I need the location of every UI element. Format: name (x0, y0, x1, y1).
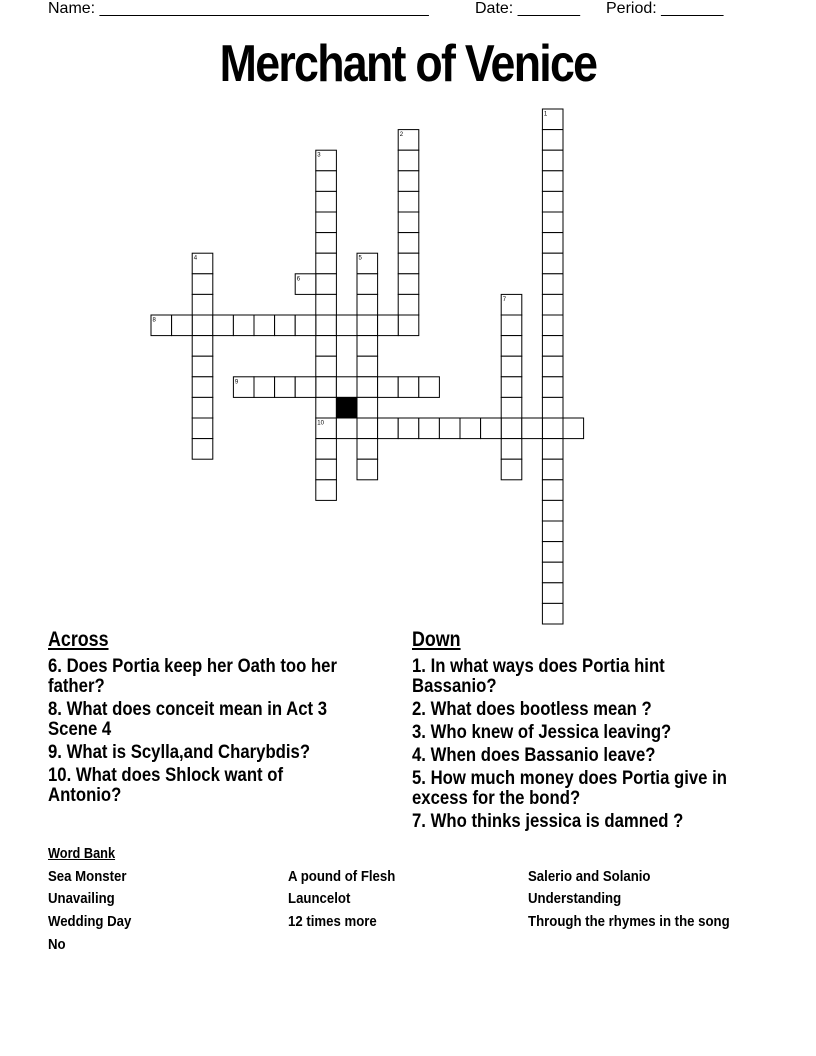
grid-cell[interactable] (398, 212, 419, 233)
grid-cell[interactable] (357, 336, 378, 357)
clue-number-label: 4 (193, 255, 198, 262)
grid-cell[interactable] (357, 459, 378, 480)
grid-cell[interactable] (542, 397, 563, 418)
grid-cell[interactable] (542, 377, 563, 398)
grid-cell[interactable] (542, 459, 563, 480)
grid-cell[interactable] (542, 233, 563, 254)
grid-cell[interactable] (501, 315, 522, 336)
grid-cell[interactable] (357, 377, 378, 398)
grid-cell[interactable] (542, 521, 563, 542)
grid-cell[interactable] (542, 130, 563, 151)
grid-cell[interactable] (357, 294, 378, 315)
word-bank-item: 12 times more (288, 913, 377, 930)
word-bank-item: Unavailing (48, 890, 115, 907)
period-field-label: Period: _______ (606, 0, 724, 17)
down-clue: 2. What does bootless mean ? (412, 699, 652, 720)
grid-cell[interactable] (542, 583, 563, 604)
clue-number-label: 10 (317, 420, 324, 427)
grid-cell[interactable] (295, 315, 316, 336)
grid-cell[interactable] (192, 377, 213, 398)
grid-cell[interactable] (316, 212, 337, 233)
grid-cell[interactable] (542, 562, 563, 583)
word-bank-title: Word Bank (48, 845, 116, 862)
clue-number-label: 9 (234, 379, 239, 386)
grid-cell[interactable] (295, 377, 316, 398)
grid-cell[interactable] (316, 315, 337, 336)
word-bank-item: Through the rhymes in the song (528, 913, 730, 930)
grid-cell[interactable] (398, 294, 419, 315)
grid-cell[interactable] (316, 253, 337, 274)
across-clue: 10. What does Shlock want of Antonio? (48, 765, 284, 806)
grid-cell[interactable] (439, 418, 460, 439)
grid-cell[interactable] (398, 418, 419, 439)
clue-number-label: 8 (152, 317, 156, 324)
grid-cell[interactable] (192, 356, 213, 377)
grid-cell[interactable] (542, 315, 563, 336)
grid-cell[interactable] (522, 418, 543, 439)
grid-cell[interactable] (254, 315, 275, 336)
grid-cell[interactable] (192, 315, 213, 336)
grid-cell[interactable] (542, 274, 563, 295)
grid-cell[interactable] (419, 377, 440, 398)
grid-cell[interactable] (357, 356, 378, 377)
grid-cell[interactable] (254, 377, 275, 398)
grid-cell[interactable] (501, 377, 522, 398)
date-field-label: Date: _______ (475, 0, 580, 17)
word-bank-item: Wedding Day (48, 913, 132, 930)
down-clue-list (412, 657, 792, 835)
grid-cell[interactable] (316, 336, 337, 357)
across-heading: Across (48, 628, 109, 651)
grid-cell[interactable] (357, 418, 378, 439)
clue-number-label: 3 (317, 152, 321, 159)
grid-cell[interactable] (336, 377, 357, 398)
grid-cell[interactable] (378, 315, 399, 336)
grid-cell[interactable] (542, 542, 563, 563)
grid-cell[interactable] (192, 439, 213, 460)
grid-cell[interactable] (542, 171, 563, 192)
grid-cell[interactable] (192, 397, 213, 418)
grid-cell[interactable] (542, 356, 563, 377)
grid-cell[interactable] (542, 212, 563, 233)
grid-cell[interactable] (316, 459, 337, 480)
grid-cell[interactable] (542, 150, 563, 171)
puzzle-title: Merchant of Venice (219, 35, 597, 93)
grid-cell[interactable] (316, 439, 337, 460)
grid-cell[interactable] (192, 418, 213, 439)
grid-cell[interactable] (501, 336, 522, 357)
grid-cell[interactable] (542, 418, 563, 439)
grid-cell[interactable] (542, 336, 563, 357)
down-clue: 1. In what ways does Portia hint Bassanio? (412, 656, 665, 697)
across-clue: 8. What does conceit mean in Act 3 Scene 4 (48, 699, 328, 740)
across-clue: 9. What is Scylla,and Charybdis? (48, 742, 311, 763)
grid-cell[interactable] (192, 336, 213, 357)
clue-number-label: 5 (358, 255, 362, 262)
grid-cell[interactable] (357, 274, 378, 295)
grid-cell[interactable] (316, 274, 337, 295)
grid-cell[interactable] (233, 315, 254, 336)
grid-cell[interactable] (501, 397, 522, 418)
grid-cell[interactable] (357, 315, 378, 336)
down-heading: Down (412, 628, 461, 651)
word-bank-item: Salerio and Solanio (528, 868, 651, 885)
across-clue: 6. Does Portia keep her Oath too her father? (48, 656, 337, 697)
down-clue: 7. Who thinks jessica is damned ? (412, 811, 684, 832)
grid-cell[interactable] (501, 439, 522, 460)
grid-cell[interactable] (419, 418, 440, 439)
blocked-cell (336, 397, 357, 418)
grid-cell[interactable] (542, 253, 563, 274)
grid-cell[interactable] (316, 480, 337, 501)
grid-cell[interactable] (542, 603, 563, 624)
grid-cell[interactable] (501, 418, 522, 439)
grid-cell[interactable] (275, 377, 296, 398)
grid-cell[interactable] (357, 397, 378, 418)
grid-cell[interactable] (460, 418, 481, 439)
grid-cell[interactable] (542, 191, 563, 212)
grid-cell[interactable] (192, 294, 213, 315)
grid-cell[interactable] (316, 377, 337, 398)
word-bank-item: Understanding (528, 890, 622, 907)
clue-number-label: 1 (543, 111, 548, 118)
grid-cell[interactable] (316, 356, 337, 377)
word-bank-item: No (48, 936, 66, 953)
grid-cell[interactable] (398, 233, 419, 254)
grid-cell[interactable] (357, 439, 378, 460)
grid-cell[interactable] (336, 315, 357, 336)
grid-cell[interactable] (542, 500, 563, 521)
grid-cell[interactable] (563, 418, 584, 439)
grid-cell[interactable] (316, 191, 337, 212)
grid-cell[interactable] (542, 294, 563, 315)
grid-cell[interactable] (378, 377, 399, 398)
grid-cell[interactable] (316, 171, 337, 192)
grid-cell[interactable] (275, 315, 296, 336)
grid-cell[interactable] (316, 294, 337, 315)
name-field-label: Name: _____________________________________ (48, 0, 429, 17)
grid-cell[interactable] (192, 274, 213, 295)
grid-cell[interactable] (172, 315, 193, 336)
grid-cell[interactable] (398, 171, 419, 192)
grid-cell[interactable] (501, 356, 522, 377)
grid-cell[interactable] (316, 397, 337, 418)
grid-cell[interactable] (398, 315, 419, 336)
down-clue: 5. How much money does Portia give in excess for the bond? (412, 768, 727, 809)
clue-number-label: 2 (399, 132, 404, 139)
grid-cell[interactable] (398, 274, 419, 295)
grid-cell[interactable] (542, 439, 563, 460)
grid-cell[interactable] (398, 150, 419, 171)
down-clue: 3. Who knew of Jessica leaving? (412, 722, 672, 743)
grid-cell[interactable] (213, 315, 234, 336)
word-bank-item: A pound of Flesh (288, 868, 396, 885)
clue-number-label: 6 (296, 276, 301, 283)
clue-number-label: 7 (502, 296, 507, 303)
grid-cell[interactable] (336, 418, 357, 439)
grid-cell[interactable] (398, 191, 419, 212)
down-clue: 4. When does Bassanio leave? (412, 745, 656, 766)
grid-cell[interactable] (542, 480, 563, 501)
grid-cell[interactable] (378, 418, 399, 439)
grid-cell[interactable] (501, 459, 522, 480)
grid-cell[interactable] (316, 233, 337, 254)
grid-cell[interactable] (481, 418, 502, 439)
word-bank-item: Launcelot (288, 890, 351, 907)
grid-cell[interactable] (398, 253, 419, 274)
word-bank-item: Sea Monster (48, 868, 127, 885)
grid-cell[interactable] (398, 377, 419, 398)
across-clue-list (48, 657, 393, 809)
